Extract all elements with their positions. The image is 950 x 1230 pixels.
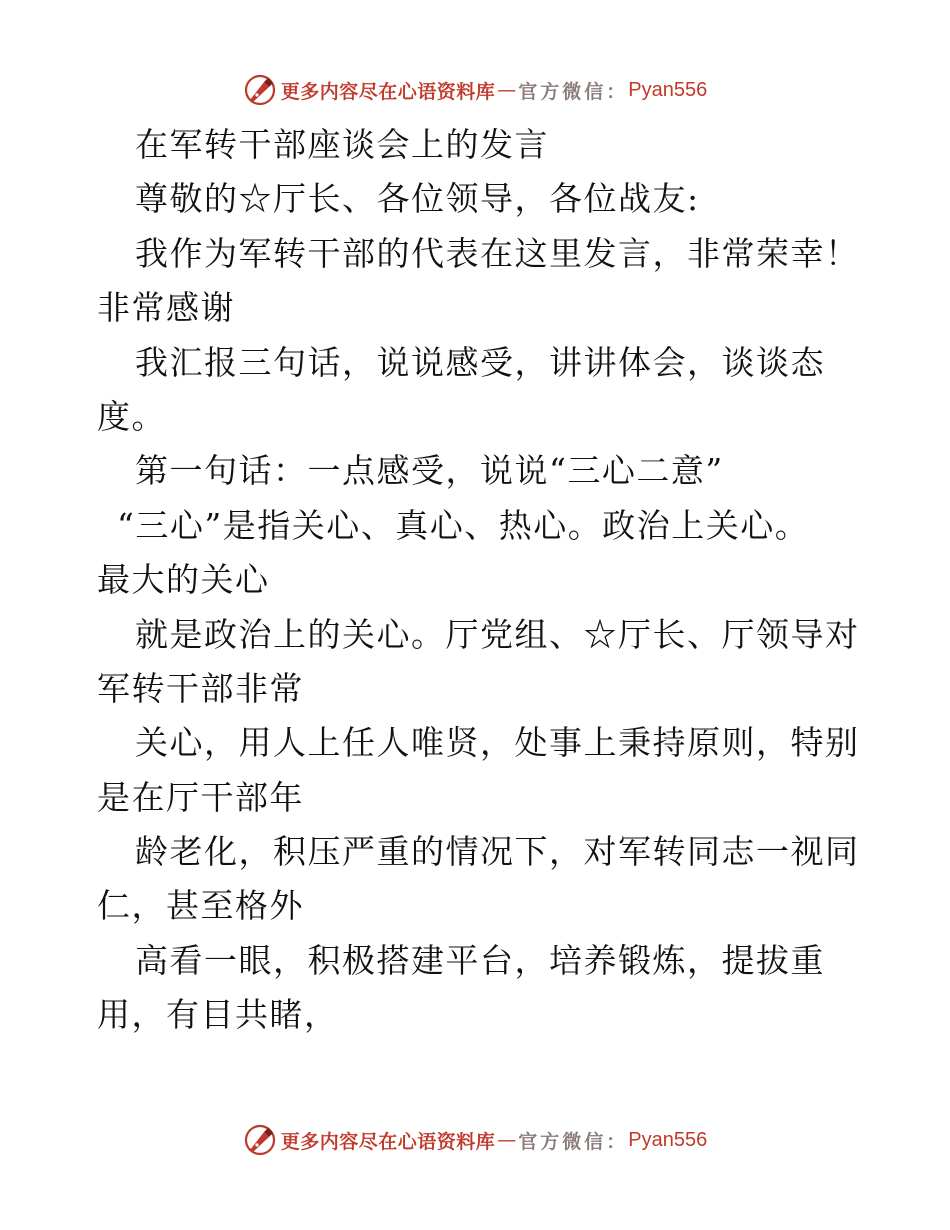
section-heading: 第一句话：一点感受，说说“三心二意”: [135, 451, 724, 491]
banner-wechat-label: 官方微信：: [518, 80, 629, 103]
header-banner: [0, 70, 950, 110]
document-body: [97, 118, 860, 1043]
footer-banner: [0, 1120, 950, 1160]
paragraph-line: 我汇报三句话，说说感受，讲讲体会，谈谈态: [135, 342, 825, 382]
paragraph-line: 用，有目共睹，: [97, 995, 339, 1035]
banner-wechat-id: Pyan556: [628, 1128, 708, 1151]
paragraph-line: 军转干部非常: [97, 668, 304, 708]
document-title: 在军转干部座谈会上的发言: [135, 125, 549, 164]
pen-nib-logo-icon: [243, 1123, 277, 1157]
paragraph-line: “三心”是指关心、真心、热心。政治上关心。: [117, 505, 810, 545]
paragraph-line: 最大的关心: [97, 560, 270, 600]
paragraph-line: 高看一眼，积极搭建平台，培养锻炼，提拔重: [135, 940, 825, 980]
banner-wechat-id: Pyan556: [628, 78, 708, 101]
banner-main-text: 更多内容尽在心语资料库: [280, 1130, 496, 1153]
banner-wechat-label: 官方微信：: [518, 1130, 629, 1153]
salutation: 尊敬的☆厅长、各位领导，各位战友:: [135, 179, 700, 219]
paragraph-line: 龄老化，积压严重的情况下，对军转同志一视同: [135, 832, 860, 872]
paragraph-line: 非常感谢: [97, 288, 235, 328]
paragraph-line: 仁，甚至格外: [97, 886, 304, 926]
paragraph-line: 度。: [97, 396, 166, 436]
paragraph-line: 我作为军转干部的代表在这里发言，非常荣幸！: [135, 233, 860, 273]
banner-dash: —: [497, 79, 517, 101]
banner-main-text: 更多内容尽在心语资料库: [280, 80, 496, 103]
paragraph-line: 关心，用人上任人唯贤，处事上秉持原则，特别: [135, 723, 860, 763]
paragraph-line: 是在厅干部年: [97, 777, 304, 817]
paragraph-line: 就是政治上的关心。厅党组、☆厅长、厅领导对: [135, 614, 860, 654]
pen-nib-logo-icon: [243, 73, 277, 107]
banner-dash: —: [497, 1129, 517, 1151]
